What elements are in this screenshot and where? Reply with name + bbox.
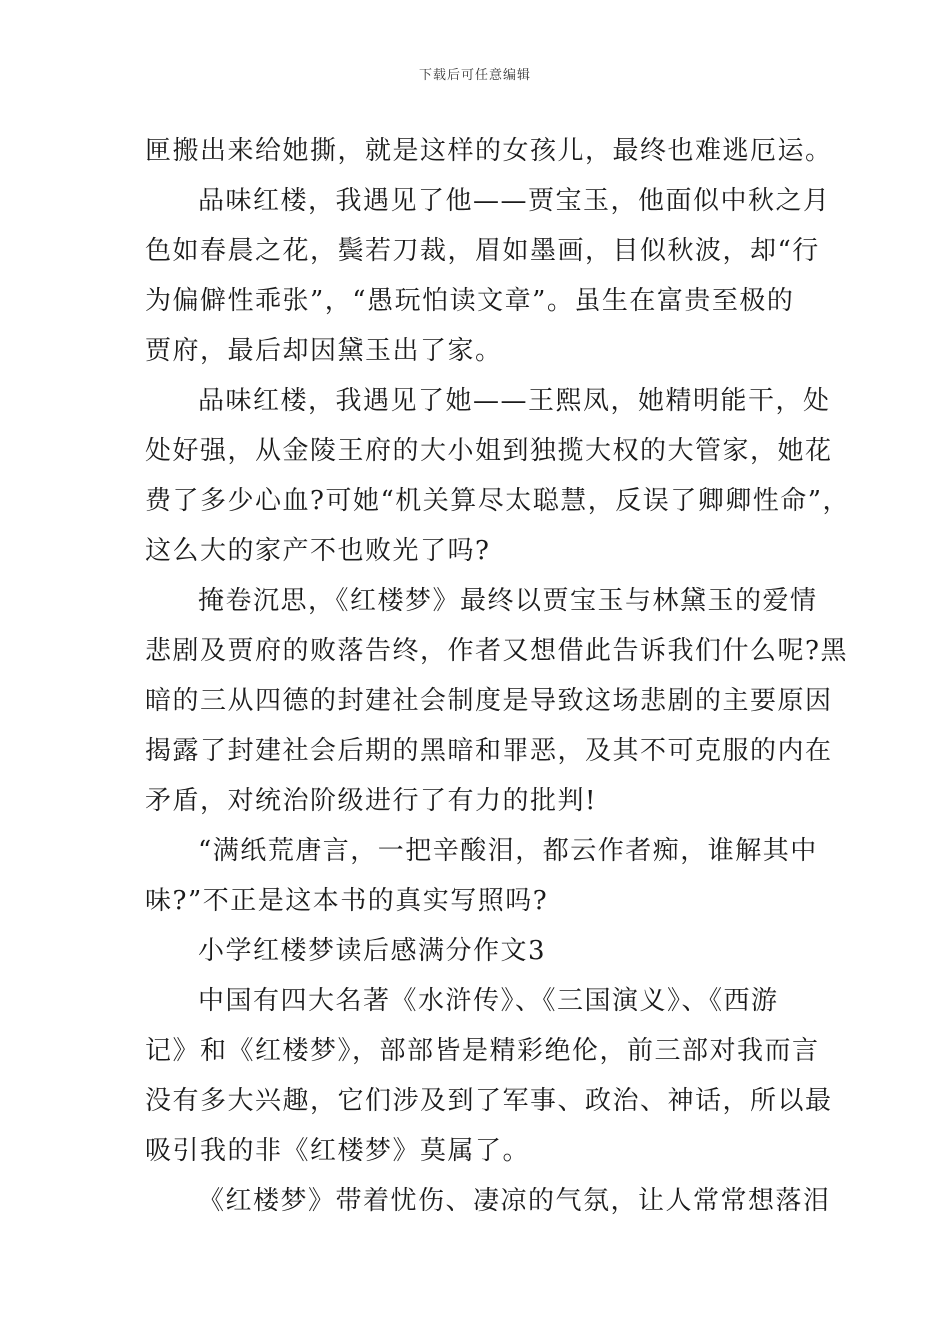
text-line: 贾府，最后却因黛玉出了家。	[145, 336, 503, 366]
paragraph-start-line: 中国有四大名著《水浒传》、《三国演义》、《西游	[198, 986, 779, 1016]
document-body	[145, 126, 851, 1226]
text-line: 记》和《红楼梦》，部部皆是精彩绝伦，前三部对我而言	[145, 1036, 820, 1066]
text-line: 没有多大兴趣，它们涉及到了军事、政治、神话，所以最	[145, 1086, 833, 1116]
page-header: 下载后可任意编辑	[418, 68, 531, 83]
paragraph-start-line: 《红楼梦》带着忧伤、凄凉的气氛，让人常常想落泪	[198, 1186, 831, 1216]
text-line: 为偏僻性乖张”，“愚玩怕读文章”。虽生在富贵至极的	[145, 286, 795, 316]
paragraph-start-line: 品味红楼，我遇见了她——王熙凤，她精明能干，处	[198, 386, 831, 416]
paragraph-start-line: “满纸荒唐言，一把辛酸泪，都云作者痴，谁解其中	[198, 836, 818, 866]
text-line: 悲剧及贾府的败落告终，作者又想借此告诉我们什么呢?黑	[145, 636, 848, 666]
text-line: 处好强，从金陵王府的大小姐到独揽大权的大管家，她花	[145, 436, 833, 466]
section-heading: 小学红楼梦读后感满分作文3	[198, 936, 547, 966]
text-line: 矛盾，对统治阶级进行了有力的批判!	[145, 786, 597, 816]
text-line: 暗的三从四德的封建社会制度是导致这场悲剧的主要原因	[145, 686, 833, 716]
text-line: 揭露了封建社会后期的黑暗和罪恶，及其不可克服的内在	[145, 736, 833, 766]
paragraph-start-line: 掩卷沉思，《红楼梦》最终以贾宝玉与林黛玉的爱情	[198, 586, 818, 616]
paragraph-start-line: 品味红楼，我遇见了他——贾宝玉，他面似中秋之月	[198, 186, 831, 216]
text-line: 匣搬出来给她撕，就是这样的女孩儿，最终也难逃厄运。	[145, 136, 833, 166]
text-line: 味?”不正是这本书的真实写照吗?	[145, 886, 549, 916]
text-line: 吸引我的非《红楼梦》莫属了。	[145, 1136, 531, 1166]
text-line: 色如春晨之花，鬓若刀裁，眉如墨画，目似秋波，却“行	[145, 236, 820, 266]
text-line: 费了多少心血?可她“机关算尽太聪慧，反误了卿卿性命”，	[145, 486, 851, 516]
text-line: 这么大的家产不也败光了吗?	[145, 536, 491, 566]
